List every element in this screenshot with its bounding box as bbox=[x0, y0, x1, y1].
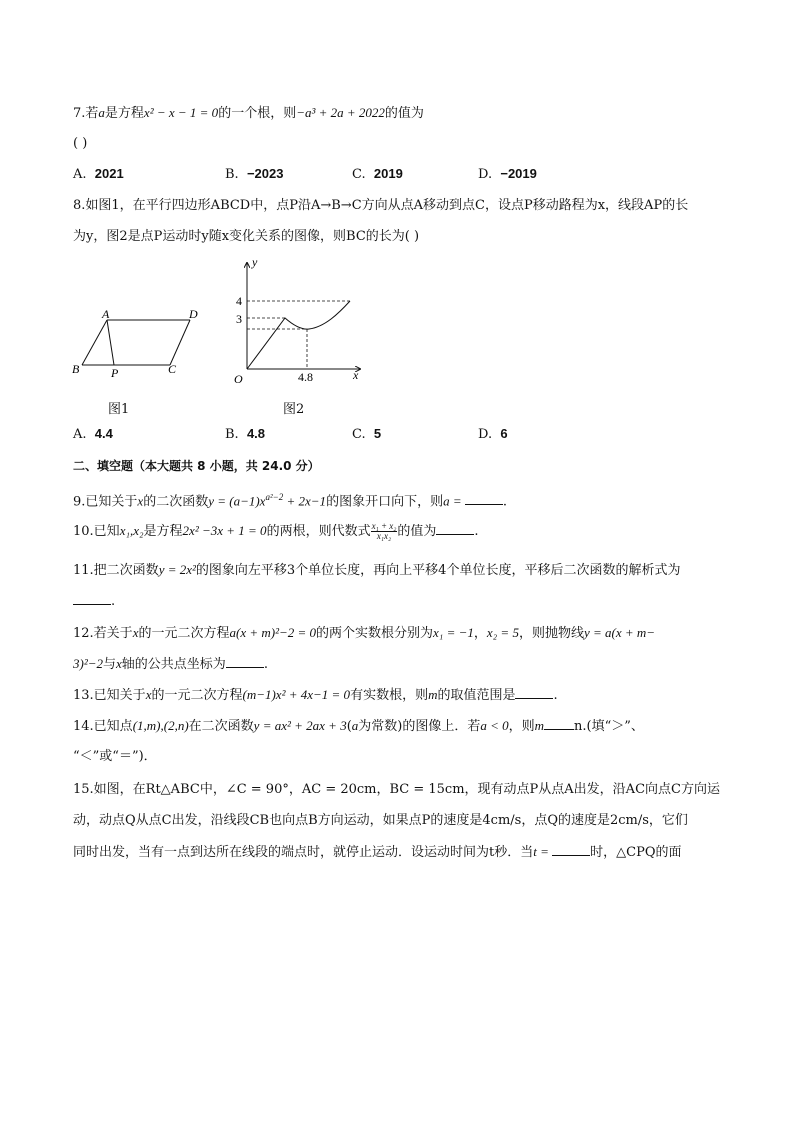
q9-answer-blank[interactable] bbox=[465, 492, 503, 505]
q10-answer-blank[interactable] bbox=[436, 522, 474, 535]
q12-answer-blank[interactable] bbox=[226, 655, 264, 668]
q8-figure-1-caption: 图1 bbox=[108, 402, 130, 417]
q8-option-d[interactable]: D. 6 bbox=[478, 426, 508, 442]
q7-option-c[interactable]: C. 2019 bbox=[352, 166, 403, 182]
q8-figure-2-caption: 图2 bbox=[283, 402, 305, 417]
q7-paren: ( ) bbox=[73, 136, 88, 151]
label-B: B bbox=[72, 362, 80, 376]
q15-answer-blank[interactable] bbox=[552, 843, 590, 856]
q7-post: 的值为 bbox=[384, 106, 424, 121]
q8-line2: 为y，图2是点P运动时y随x变化关系的图像，则BC的长为( ) bbox=[73, 229, 420, 244]
q7-equation: x² − x − 1 = 0 bbox=[143, 105, 219, 120]
label-4: 4 bbox=[236, 294, 242, 308]
q14-line2: “＜”或“＝”)． bbox=[73, 749, 157, 764]
q11-line2: . bbox=[73, 592, 115, 611]
q13-answer-blank[interactable] bbox=[515, 686, 553, 699]
label-P: P bbox=[111, 366, 119, 380]
label-3: 3 bbox=[236, 312, 242, 326]
q7-option-b[interactable]: B. −2023 bbox=[225, 166, 284, 182]
q8-line1: 8.如图1，在平行四边形ABCD中，点P沿A→B→C方向从点A移动到点C，设点P移动路程为x，线段AP的长 bbox=[73, 198, 689, 213]
label-A: A bbox=[102, 307, 110, 321]
q7-var: a bbox=[98, 105, 105, 120]
segment-AP bbox=[107, 320, 114, 365]
q15-line3: 同时出发，当有一点到达所在线段的端点时，就停止运动．设运动时间为t秒．当t = 时，△CPQ的面 bbox=[73, 844, 682, 860]
q8-option-a[interactable]: A. 4.4 bbox=[73, 426, 113, 442]
label-y: y bbox=[252, 255, 258, 269]
q7-pre: 7.若 bbox=[73, 106, 99, 121]
q12-line2: 3)²−2与x轴的公共点坐标为 . bbox=[73, 656, 268, 672]
q8-option-b[interactable]: B. 4.8 bbox=[225, 426, 266, 442]
q10-fraction: $\frac{\text{x₁ + x₂}}{\text{x₁x₂}}$ bbox=[371, 521, 397, 541]
section-heading: 二、填空题（本大题共 8 小题，共 24.0 分） bbox=[73, 459, 320, 473]
q8-figure-1 bbox=[70, 305, 210, 380]
q10-stem: 10.已知x₁,x₂是方程2x² −3x + 1 = 0的两根，则代数式 $\frac{\text{x₁ + x₂}}{\text{x₁x₂}}$ 的值为 . bbox=[73, 521, 479, 541]
q11-line1: 11.把二次函数y = 2x²的图象向左平移3个单位长度，再向上平移4个单位长度，平移后二次函数的解析式为 bbox=[73, 562, 681, 578]
label-origin: O bbox=[234, 372, 243, 386]
q7-stem bbox=[73, 104, 424, 123]
q7-mid1: 是方程 bbox=[104, 106, 144, 121]
graph-curve bbox=[247, 301, 350, 369]
q7-option-a[interactable]: A. 2021 bbox=[73, 166, 124, 182]
q13-stem: 13.已知关于x的一元二次方程(m−1)x² + 4x−1 = 0有实数根，则m的取值范围是 . bbox=[73, 687, 558, 703]
q7-mid2: 的一个根，则 bbox=[218, 106, 297, 121]
q9-stem: 9.已知关于x的二次函数$y = (a-1)x^{a^2-2} + 2x-1$的图象开口向下，则a = . bbox=[73, 492, 507, 510]
label-C: C bbox=[168, 362, 177, 376]
q7-expression: −a³ + 2a + 2022 bbox=[296, 105, 385, 120]
q11-answer-blank[interactable] bbox=[73, 592, 111, 605]
q7-option-d[interactable]: D. −2019 bbox=[478, 166, 537, 182]
q8-figure-2 bbox=[225, 255, 370, 390]
q14-answer-blank[interactable] bbox=[544, 717, 574, 730]
label-x: x bbox=[353, 368, 359, 382]
label-D: D bbox=[189, 307, 198, 321]
q14-line1: 14.已知点(1,m),(2,n)在二次函数y = ax² + 2ax + 3(a为常数)的图像上．若a < 0，则m n.(填“＞”、 bbox=[73, 718, 644, 734]
label-4-8: 4.8 bbox=[298, 370, 313, 384]
q15-line2: 动，动点Q从点C出发，沿线段CB也向点B方向运动，如果点P的速度是4cm/s，点Q的速度是2cm/s，它们 bbox=[73, 813, 688, 828]
q15-line1: 15.如图，在Rt△ABC中，∠C = 90°，AC = 20cm，BC = 15cm，现有动点P从点A出发，沿AC向点C方向运 bbox=[73, 782, 720, 797]
q8-option-c[interactable]: C. 5 bbox=[352, 426, 382, 442]
side-AB bbox=[82, 320, 107, 365]
side-DC bbox=[170, 320, 190, 365]
q12-line1: 12.若关于x的一元二次方程a(x + m)²−2 = 0的两个实数根分别为x₁ = −1，x₂ = 5，则抛物线y = a(x + m− bbox=[73, 625, 656, 641]
